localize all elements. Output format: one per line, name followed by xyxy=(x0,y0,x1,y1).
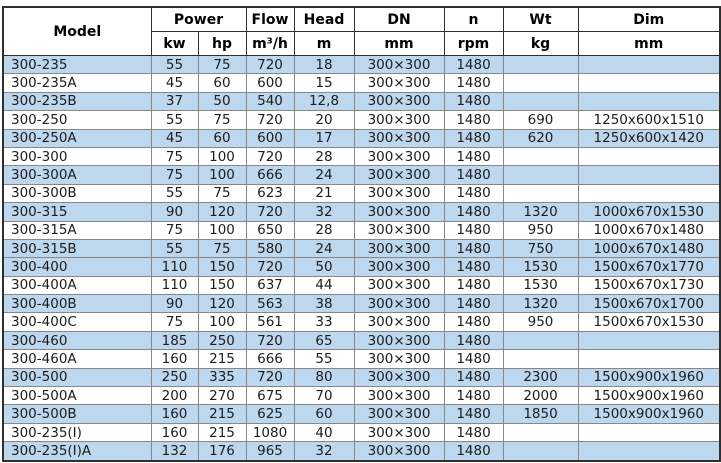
cell-head: 50 xyxy=(294,258,354,276)
cell-model: 300-250A xyxy=(3,129,151,147)
cell-wt xyxy=(503,147,578,165)
cell-flow: 540 xyxy=(246,92,294,110)
cell-n: 1480 xyxy=(444,203,503,221)
cell-model: 300-300 xyxy=(3,147,151,165)
cell-flow: 675 xyxy=(246,387,294,405)
cell-model: 300-460 xyxy=(3,331,151,349)
cell-dim xyxy=(578,74,720,92)
cell-dim: 1500x670x1730 xyxy=(578,276,720,294)
cell-model: 300-235B xyxy=(3,92,151,110)
cell-head: 55 xyxy=(294,350,354,368)
cell-model: 300-300A xyxy=(3,166,151,184)
cell-dim: 1500x900x1960 xyxy=(578,405,720,423)
cell-head: 33 xyxy=(294,313,354,331)
cell-flow: 563 xyxy=(246,295,294,313)
cell-power-kw: 200 xyxy=(151,387,198,405)
cell-head: 15 xyxy=(294,74,354,92)
cell-model: 300-235(I) xyxy=(3,423,151,441)
cell-flow: 965 xyxy=(246,442,294,461)
cell-dn: 300×300 xyxy=(354,276,444,294)
cell-dim: 1250x600x1510 xyxy=(578,111,720,129)
cell-power-kw: 55 xyxy=(151,56,198,74)
cell-wt: 620 xyxy=(503,129,578,147)
cell-head: 18 xyxy=(294,56,354,74)
table-row xyxy=(3,221,720,239)
cell-n: 1480 xyxy=(444,276,503,294)
cell-n: 1480 xyxy=(444,387,503,405)
cell-model: 300-400C xyxy=(3,313,151,331)
cell-power-hp: 100 xyxy=(198,313,246,331)
cell-wt: 1530 xyxy=(503,258,578,276)
cell-dim xyxy=(578,56,720,74)
cell-power-hp: 270 xyxy=(198,387,246,405)
cell-power-kw: 45 xyxy=(151,129,198,147)
table-row xyxy=(3,295,720,313)
cell-flow: 666 xyxy=(246,350,294,368)
cell-dn: 300×300 xyxy=(354,295,444,313)
cell-flow: 720 xyxy=(246,111,294,129)
cell-dn: 300×300 xyxy=(354,56,444,74)
table-row xyxy=(3,258,720,276)
cell-power-hp: 150 xyxy=(198,258,246,276)
cell-head: 40 xyxy=(294,423,354,441)
table-row xyxy=(3,239,720,257)
cell-power-hp: 215 xyxy=(198,405,246,423)
cell-n: 1480 xyxy=(444,258,503,276)
cell-power-kw: 55 xyxy=(151,184,198,202)
cell-head: 80 xyxy=(294,368,354,386)
cell-n: 1480 xyxy=(444,166,503,184)
cell-dn: 300×300 xyxy=(354,184,444,202)
cell-head: 28 xyxy=(294,147,354,165)
table-row xyxy=(3,442,720,461)
table-row xyxy=(3,92,720,110)
cell-power-hp: 215 xyxy=(198,423,246,441)
cell-model: 300-500 xyxy=(3,368,151,386)
cell-wt xyxy=(503,442,578,461)
cell-power-hp: 250 xyxy=(198,331,246,349)
cell-n: 1480 xyxy=(444,74,503,92)
cell-n: 1480 xyxy=(444,239,503,257)
table-header xyxy=(3,7,720,56)
cell-dn: 300×300 xyxy=(354,258,444,276)
cell-n: 1480 xyxy=(444,313,503,331)
cell-model: 300-250 xyxy=(3,111,151,129)
cell-dim xyxy=(578,331,720,349)
cell-dn: 300×300 xyxy=(354,387,444,405)
cell-power-kw: 110 xyxy=(151,276,198,294)
cell-n: 1480 xyxy=(444,405,503,423)
cell-head: 20 xyxy=(294,111,354,129)
header-unit-dn: mm xyxy=(354,32,444,56)
cell-wt: 2000 xyxy=(503,387,578,405)
cell-dn: 300×300 xyxy=(354,74,444,92)
cell-dn: 300×300 xyxy=(354,111,444,129)
cell-power-hp: 335 xyxy=(198,368,246,386)
header-unit-head: m xyxy=(294,32,354,56)
cell-power-hp: 120 xyxy=(198,295,246,313)
cell-power-kw: 160 xyxy=(151,350,198,368)
cell-model: 300-315A xyxy=(3,221,151,239)
cell-dim: 1500x900x1960 xyxy=(578,387,720,405)
cell-wt: 1320 xyxy=(503,203,578,221)
table-row xyxy=(3,111,720,129)
cell-wt xyxy=(503,350,578,368)
cell-flow: 720 xyxy=(246,331,294,349)
header-wt: Wt xyxy=(503,7,578,32)
table-row xyxy=(3,166,720,184)
cell-n: 1480 xyxy=(444,442,503,461)
cell-dn: 300×300 xyxy=(354,368,444,386)
cell-model: 300-315 xyxy=(3,203,151,221)
cell-n: 1480 xyxy=(444,92,503,110)
cell-power-kw: 160 xyxy=(151,423,198,441)
cell-flow: 600 xyxy=(246,74,294,92)
cell-power-kw: 75 xyxy=(151,221,198,239)
cell-model: 300-500B xyxy=(3,405,151,423)
cell-n: 1480 xyxy=(444,295,503,313)
cell-dim: 1500x670x1530 xyxy=(578,313,720,331)
header-model: Model xyxy=(3,7,151,56)
cell-dn: 300×300 xyxy=(354,405,444,423)
cell-flow: 580 xyxy=(246,239,294,257)
cell-flow: 637 xyxy=(246,276,294,294)
table-row xyxy=(3,147,720,165)
header-unit-dim: mm xyxy=(578,32,720,56)
header-unit-kw: kw xyxy=(151,32,198,56)
cell-model: 300-235(I)A xyxy=(3,442,151,461)
cell-flow: 650 xyxy=(246,221,294,239)
header-head: Head xyxy=(294,7,354,32)
table-row xyxy=(3,368,720,386)
cell-head: 44 xyxy=(294,276,354,294)
cell-dim xyxy=(578,350,720,368)
cell-model: 300-235 xyxy=(3,56,151,74)
cell-n: 1480 xyxy=(444,56,503,74)
table-row xyxy=(3,350,720,368)
cell-power-kw: 75 xyxy=(151,166,198,184)
cell-dim: 1000x670x1480 xyxy=(578,239,720,257)
cell-power-hp: 150 xyxy=(198,276,246,294)
cell-dim: 1500x900x1960 xyxy=(578,368,720,386)
cell-power-kw: 110 xyxy=(151,258,198,276)
cell-power-hp: 75 xyxy=(198,239,246,257)
cell-model: 300-460A xyxy=(3,350,151,368)
cell-power-kw: 45 xyxy=(151,74,198,92)
cell-head: 38 xyxy=(294,295,354,313)
cell-head: 12,8 xyxy=(294,92,354,110)
header-row-groups xyxy=(3,7,720,32)
table-row xyxy=(3,129,720,147)
cell-n: 1480 xyxy=(444,129,503,147)
cell-wt xyxy=(503,166,578,184)
cell-flow: 666 xyxy=(246,166,294,184)
header-dim: Dim xyxy=(578,7,720,32)
cell-head: 21 xyxy=(294,184,354,202)
cell-dim: 1500x670x1770 xyxy=(578,258,720,276)
cell-flow: 720 xyxy=(246,147,294,165)
cell-flow: 625 xyxy=(246,405,294,423)
cell-dim xyxy=(578,147,720,165)
cell-dn: 300×300 xyxy=(354,221,444,239)
cell-flow: 720 xyxy=(246,56,294,74)
header-dn: DN xyxy=(354,7,444,32)
cell-wt xyxy=(503,56,578,74)
cell-model: 300-235A xyxy=(3,74,151,92)
header-unit-n: rpm xyxy=(444,32,503,56)
cell-wt: 690 xyxy=(503,111,578,129)
cell-n: 1480 xyxy=(444,111,503,129)
cell-power-kw: 37 xyxy=(151,92,198,110)
cell-wt: 2300 xyxy=(503,368,578,386)
cell-power-hp: 75 xyxy=(198,56,246,74)
cell-dn: 300×300 xyxy=(354,166,444,184)
header-power: Power xyxy=(151,7,246,32)
table-row xyxy=(3,74,720,92)
cell-power-kw: 250 xyxy=(151,368,198,386)
cell-dim xyxy=(578,184,720,202)
cell-dn: 300×300 xyxy=(354,92,444,110)
cell-n: 1480 xyxy=(444,331,503,349)
cell-dn: 300×300 xyxy=(354,147,444,165)
cell-dim: 1000x670x1480 xyxy=(578,221,720,239)
cell-dim xyxy=(578,442,720,461)
cell-wt xyxy=(503,92,578,110)
cell-power-kw: 185 xyxy=(151,331,198,349)
table-row xyxy=(3,313,720,331)
table-row xyxy=(3,331,720,349)
cell-power-kw: 55 xyxy=(151,111,198,129)
cell-n: 1480 xyxy=(444,184,503,202)
cell-model: 300-400 xyxy=(3,258,151,276)
cell-head: 24 xyxy=(294,239,354,257)
cell-dim: 1250x600x1420 xyxy=(578,129,720,147)
cell-power-hp: 60 xyxy=(198,74,246,92)
cell-power-kw: 132 xyxy=(151,442,198,461)
cell-n: 1480 xyxy=(444,147,503,165)
cell-power-hp: 75 xyxy=(198,184,246,202)
cell-power-kw: 55 xyxy=(151,239,198,257)
cell-head: 17 xyxy=(294,129,354,147)
header-unit-flow: m³/h xyxy=(246,32,294,56)
cell-flow: 720 xyxy=(246,368,294,386)
cell-dn: 300×300 xyxy=(354,239,444,257)
cell-head: 32 xyxy=(294,203,354,221)
cell-wt: 1530 xyxy=(503,276,578,294)
table-body xyxy=(3,56,720,461)
cell-head: 28 xyxy=(294,221,354,239)
cell-flow: 623 xyxy=(246,184,294,202)
cell-power-kw: 75 xyxy=(151,147,198,165)
cell-power-kw: 90 xyxy=(151,295,198,313)
cell-dn: 300×300 xyxy=(354,129,444,147)
cell-power-hp: 100 xyxy=(198,147,246,165)
table-row xyxy=(3,423,720,441)
header-flow: Flow xyxy=(246,7,294,32)
cell-dim xyxy=(578,423,720,441)
cell-dn: 300×300 xyxy=(354,423,444,441)
table-row xyxy=(3,276,720,294)
cell-wt: 1850 xyxy=(503,405,578,423)
cell-dim: 1500x670x1700 xyxy=(578,295,720,313)
cell-n: 1480 xyxy=(444,221,503,239)
cell-power-hp: 100 xyxy=(198,166,246,184)
header-unit-hp: hp xyxy=(198,32,246,56)
table-row xyxy=(3,184,720,202)
cell-model: 300-400A xyxy=(3,276,151,294)
cell-dim xyxy=(578,92,720,110)
cell-dim xyxy=(578,166,720,184)
cell-power-hp: 120 xyxy=(198,203,246,221)
cell-power-hp: 50 xyxy=(198,92,246,110)
cell-n: 1480 xyxy=(444,423,503,441)
cell-model: 300-400B xyxy=(3,295,151,313)
header-n: n xyxy=(444,7,503,32)
cell-wt xyxy=(503,423,578,441)
cell-wt: 750 xyxy=(503,239,578,257)
cell-flow: 561 xyxy=(246,313,294,331)
cell-wt xyxy=(503,331,578,349)
cell-model: 300-315B xyxy=(3,239,151,257)
cell-model: 300-500A xyxy=(3,387,151,405)
cell-wt: 950 xyxy=(503,221,578,239)
cell-n: 1480 xyxy=(444,350,503,368)
cell-model: 300-300B xyxy=(3,184,151,202)
cell-wt: 1320 xyxy=(503,295,578,313)
pump-spec-table xyxy=(2,6,721,462)
cell-dn: 300×300 xyxy=(354,313,444,331)
table-row xyxy=(3,387,720,405)
cell-wt: 950 xyxy=(503,313,578,331)
cell-dn: 300×300 xyxy=(354,331,444,349)
table-row xyxy=(3,56,720,74)
cell-dn: 300×300 xyxy=(354,203,444,221)
cell-power-kw: 90 xyxy=(151,203,198,221)
cell-flow: 600 xyxy=(246,129,294,147)
cell-power-hp: 176 xyxy=(198,442,246,461)
cell-power-kw: 160 xyxy=(151,405,198,423)
cell-power-hp: 215 xyxy=(198,350,246,368)
cell-flow: 720 xyxy=(246,258,294,276)
cell-head: 32 xyxy=(294,442,354,461)
cell-dn: 300×300 xyxy=(354,442,444,461)
cell-power-hp: 60 xyxy=(198,129,246,147)
cell-power-kw: 75 xyxy=(151,313,198,331)
cell-dim: 1000x670x1530 xyxy=(578,203,720,221)
cell-flow: 720 xyxy=(246,203,294,221)
cell-flow: 1080 xyxy=(246,423,294,441)
table-row xyxy=(3,203,720,221)
cell-head: 65 xyxy=(294,331,354,349)
cell-power-hp: 75 xyxy=(198,111,246,129)
cell-wt xyxy=(503,74,578,92)
cell-dn: 300×300 xyxy=(354,350,444,368)
table-row xyxy=(3,405,720,423)
cell-head: 24 xyxy=(294,166,354,184)
cell-wt xyxy=(503,184,578,202)
cell-head: 70 xyxy=(294,387,354,405)
cell-n: 1480 xyxy=(444,368,503,386)
header-unit-wt: kg xyxy=(503,32,578,56)
cell-head: 60 xyxy=(294,405,354,423)
cell-power-hp: 100 xyxy=(198,221,246,239)
